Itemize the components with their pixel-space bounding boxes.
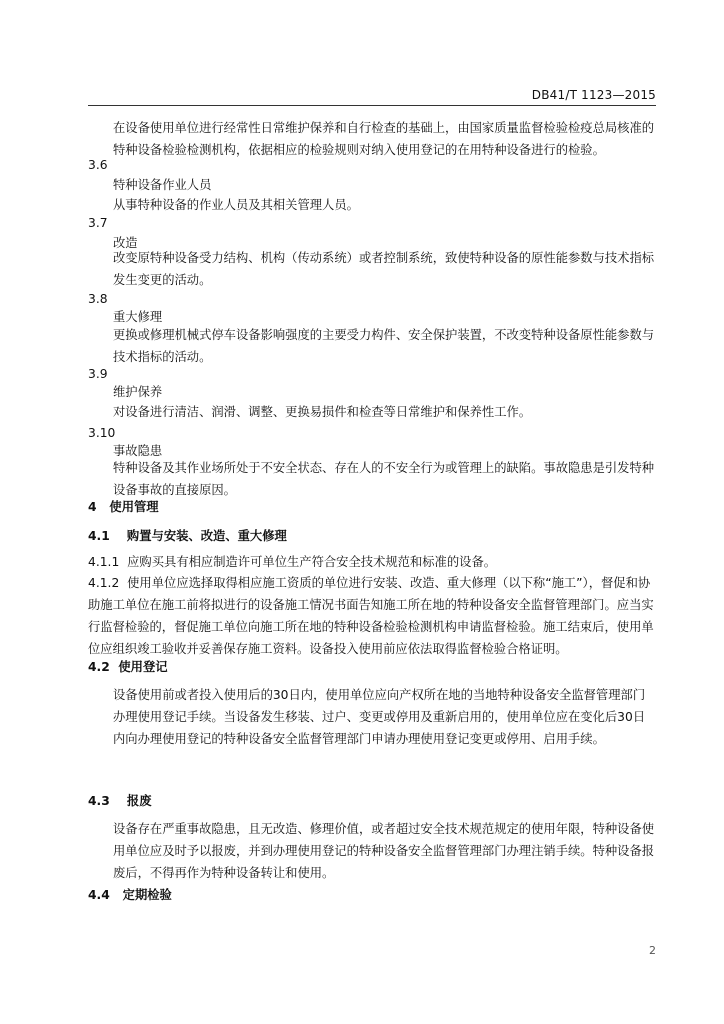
definition-3-6: 从事特种设备的作业人员及其相关管理人员。 — [113, 198, 359, 212]
clause-number-3-8: 3.8 — [88, 292, 108, 306]
term-3-9: 维护保养 — [113, 385, 163, 399]
header-rule — [88, 105, 656, 106]
document-code: DB41/T 1123—2015 — [531, 88, 656, 102]
term-3-6: 特种设备作业人员 — [113, 178, 212, 192]
heading-4: 4 使用管理 — [88, 500, 159, 514]
heading-4-4: 4.4 定期检验 — [88, 888, 172, 902]
heading-4-3: 4.3 报废 — [88, 794, 152, 808]
clause-number-3-9: 3.9 — [88, 367, 108, 381]
definition-3-10: 特种设备及其作业场所处于不安全状态、存在人的不安全行为或管理上的缺陷。事故隐患是引发特种设备事故的直接原因。 — [113, 461, 655, 497]
definition-3-8: 更换或修理机械式停车设备影响强度的主要受力构件、安全保护装置，不改变特种设备原性能参数与技术指标的活动。 — [113, 328, 655, 364]
definition-3-7: 改变原特种设备受力结构、机构（传动系统）或者控制系统，致使特种设备的原性能参数与技术指标发生变更的活动。 — [113, 251, 655, 287]
heading-4-1: 4.1 购置与安装、改造、重大修理 — [88, 529, 287, 543]
page-number: 2 — [649, 944, 656, 957]
term-3-8: 重大修理 — [113, 310, 163, 324]
clause-number-3-7: 3.7 — [88, 216, 108, 230]
clause-number-3-10: 3.10 — [88, 426, 116, 440]
clause-number-3-6: 3.6 — [88, 158, 108, 172]
paragraph-4-2: 设备使用前或者投入使用后的30日内，使用单位应向产权所在地的当地特种设备安全监督管理部门办理使用登记手续。当设备发生移装、过户、变更或停用及重新启用的，使用单位应在变化后30日内向办理使用登记的特种设备安全监督管理部门申请办理使用登记变更或停用、启用手续。 — [113, 688, 646, 746]
heading-4-2: 4.2 使用登记 — [88, 660, 168, 674]
term-3-7: 改造 — [113, 236, 138, 250]
clause-4-1-1: 4.1.1 应购买具有相应制造许可单位生产符合安全技术规范和标准的设备。 — [88, 555, 497, 569]
term-3-10: 事故隐患 — [113, 444, 163, 458]
definition-3-5: 在设备使用单位进行经常性日常维护保养和自行检查的基础上，由国家质量监督检验检疫总局核准的特种设备检验检测机构，依据相应的检验规则对纳入使用登记的在用特种设备进行的检验。 — [113, 121, 655, 157]
paragraph-4-3: 设备存在严重事故隐患，且无改造、修理价值，或者超过安全技术规范规定的使用年限，特种设备使用单位应及时予以报废，并到办理使用登记的特种设备安全监督管理部门办理注销手续。特种设备报废后，不得再作为特种设备转让和使用。 — [113, 822, 655, 880]
definition-3-9: 对设备进行清洁、润滑、调整、更换易损件和检查等日常维护和保养性工作。 — [113, 405, 532, 419]
clause-4-1-2: 4.1.2 使用单位应选择取得相应施工资质的单位进行安装、改造、重大修理（以下称“施工”），督促和协助施工单位在施工前将拟进行的设备施工情况书面告知施工所在地的特种设备安全监督管理部门。应当实行监督检验的，督促施工单位向施工所在地的特种设备检验检测机构申请监督检验。施工结束后，使用单位应组织竣工验收并妥善保存施工资料。设备投入使用前应依法取得监督检验合格证明。 — [88, 576, 654, 656]
